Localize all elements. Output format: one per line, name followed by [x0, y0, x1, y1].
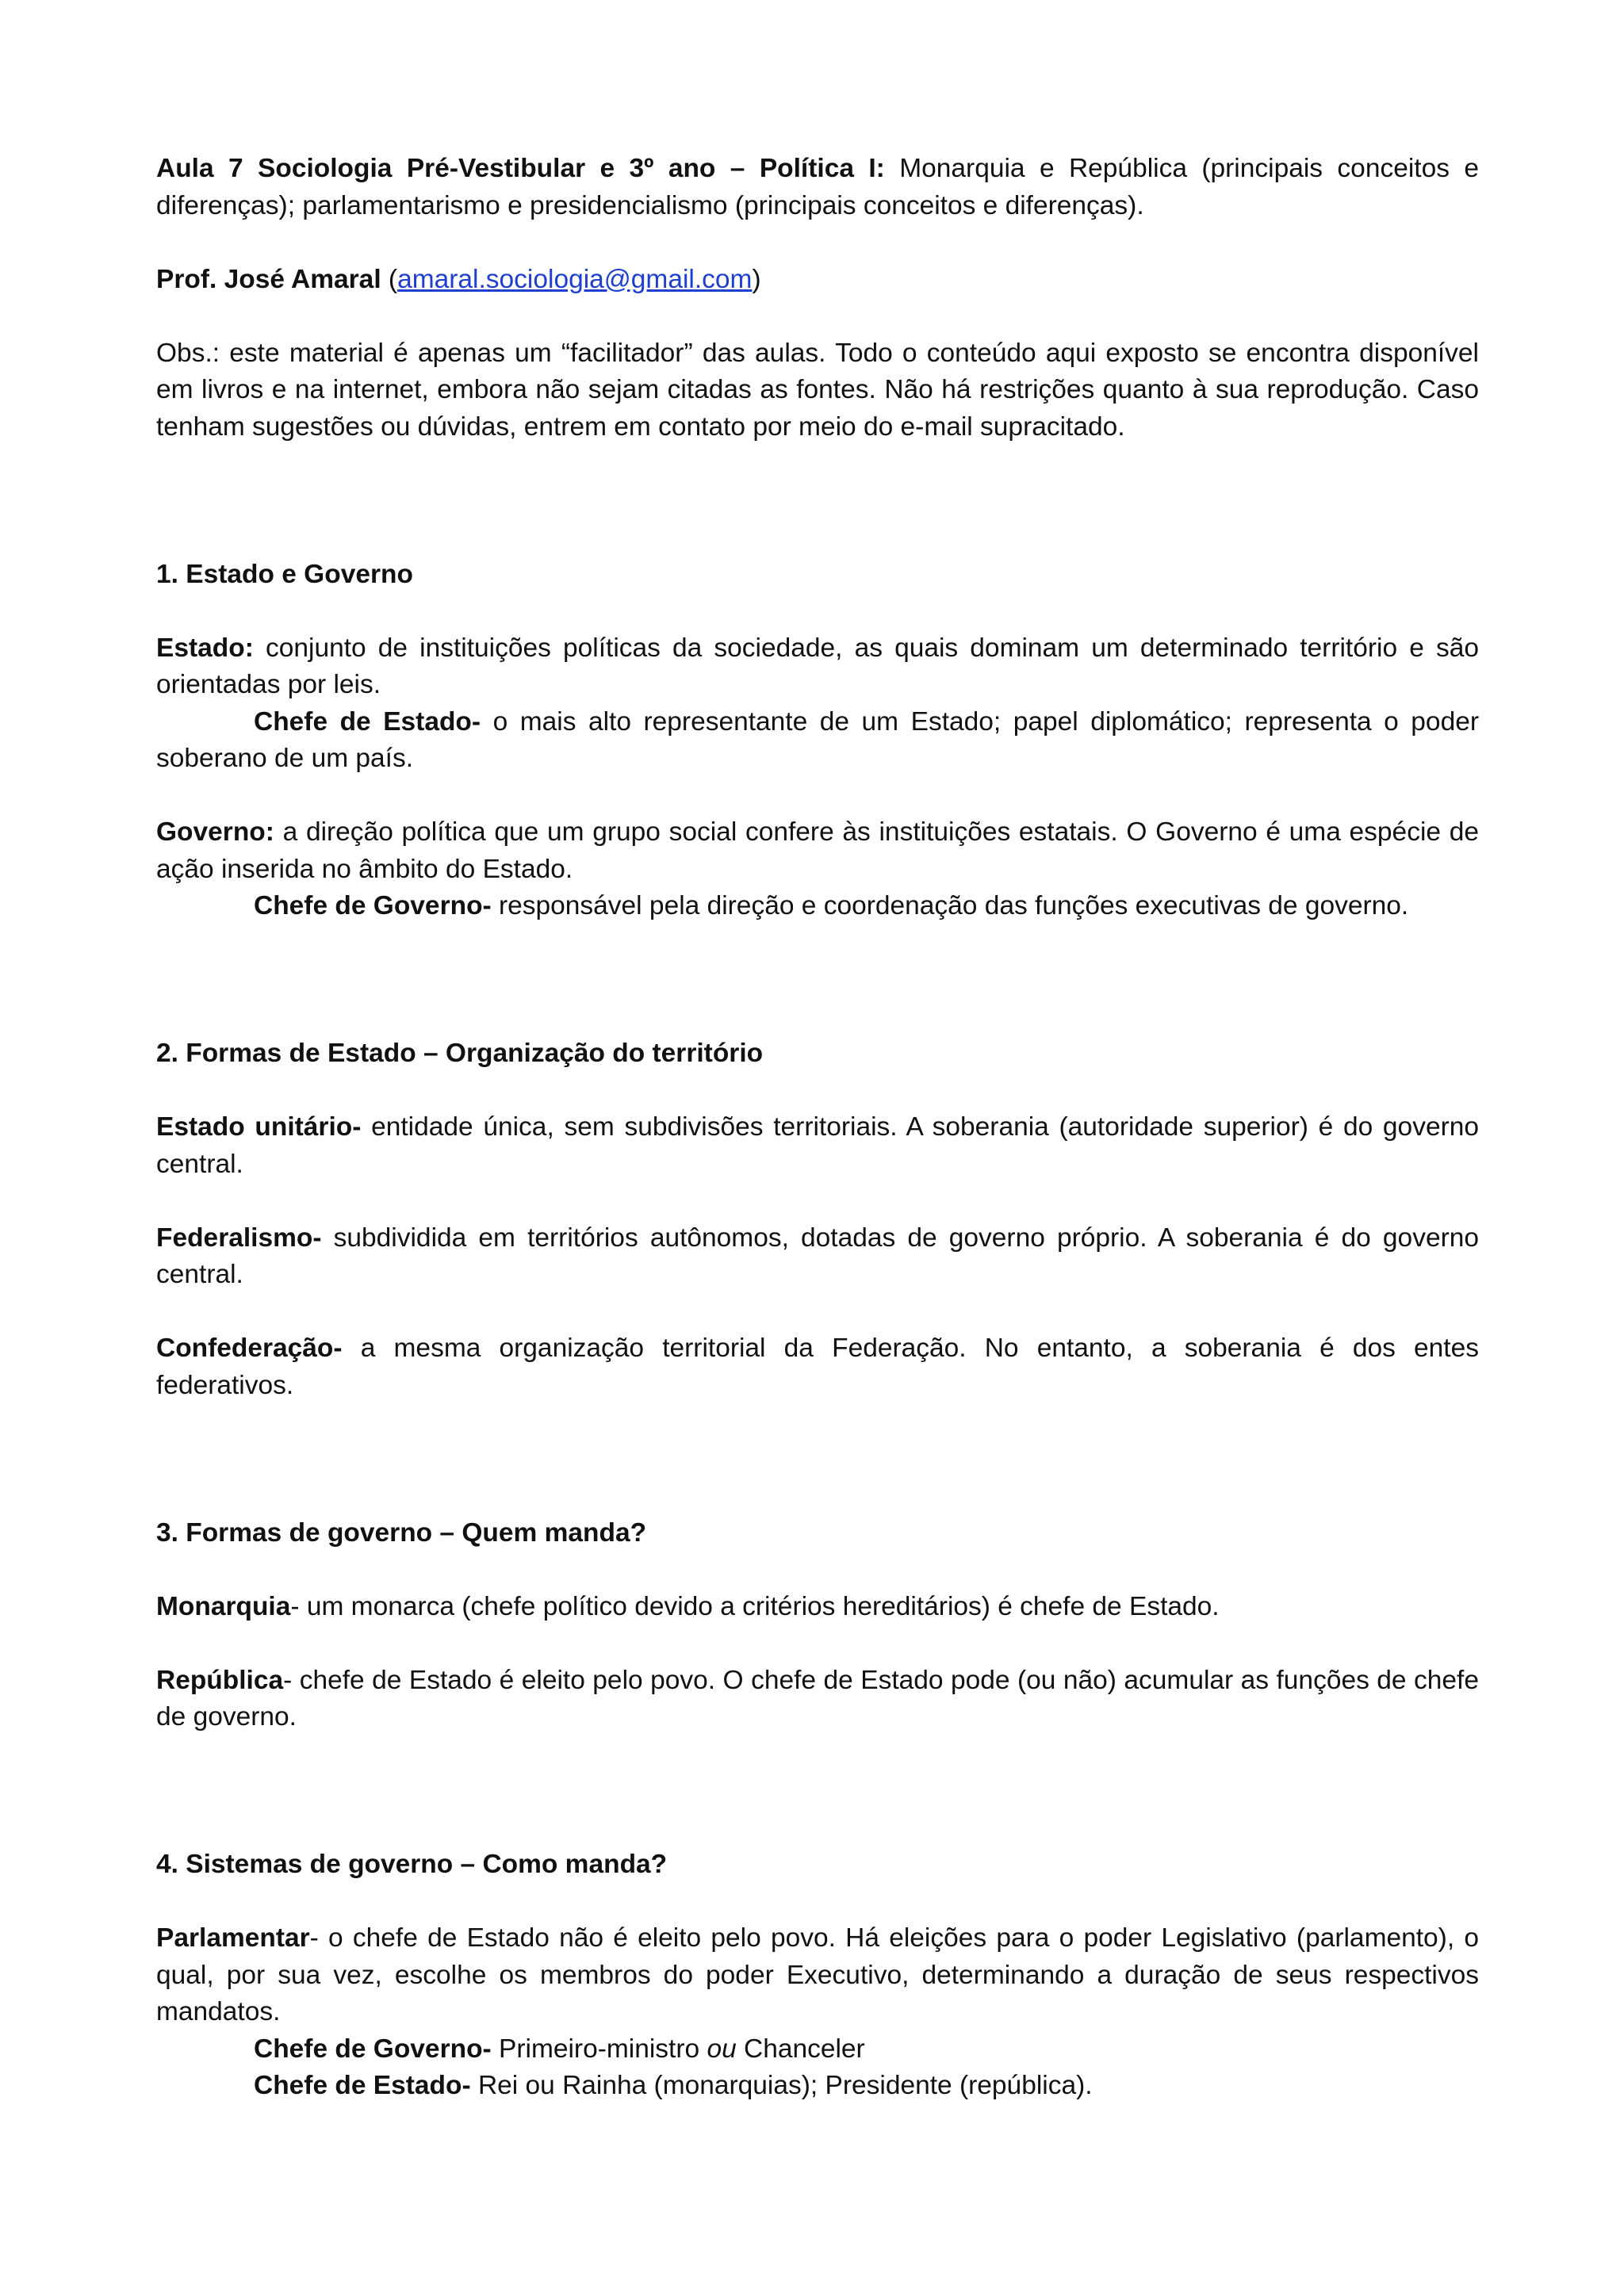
- governo-def: a direção política que um grupo social confere às instituições estatais. O Governo é uma espécie de ação inserida no âmbito do Estado.: [156, 817, 1479, 884]
- estado-unitario-definition: [156, 1109, 1479, 1183]
- section-2-heading: [156, 1035, 1479, 1073]
- parl-chefe-governo-def-ou: ou: [707, 2034, 737, 2064]
- section-1-heading: [156, 557, 1479, 594]
- chefe-estado-definition: [156, 704, 1479, 778]
- monarquia-term: Monarquia: [156, 1591, 291, 1621]
- parl-chefe-governo-def-a: Primeiro-ministro: [491, 2034, 707, 2064]
- parl-chefe-governo-def-b: Chanceler: [736, 2034, 865, 2064]
- confederacao-term: Confederação-: [156, 1334, 343, 1363]
- paren-open: (: [381, 264, 398, 294]
- paren-close: ): [752, 264, 761, 294]
- republica-def: - chefe de Estado é eleito pelo povo. O chefe de Estado pode (ou não) acumular as funções de chefe de governo.: [156, 1665, 1479, 1732]
- estado-def: conjunto de instituições políticas da sociedade, as quais dominam um determinado território e são orientadas por leis.: [156, 633, 1479, 699]
- confederacao-def: a mesma organização territorial da Federação. No entanto, a soberania é dos entes federativos.: [156, 1334, 1479, 1400]
- federalismo-definition: [156, 1220, 1479, 1294]
- monarquia-definition: [156, 1589, 1479, 1626]
- unitario-term: Estado unitário-: [156, 1112, 362, 1142]
- estado-term: Estado:: [156, 633, 254, 663]
- obs-paragraph: Obs.: este material é apenas um “facilitador” das aulas. Todo o conteúdo aqui exposto se encontra disponível em livros e na internet, embora não sejam citadas as fontes. Não há restrições quanto à sua reprodução. Caso tenham sugestões ou dúvidas, entrem em contato por meio do e-mail supracitado.: [156, 338, 1479, 442]
- governo-definition: [156, 814, 1479, 888]
- republica-definition: [156, 1663, 1479, 1736]
- governo-term: Governo:: [156, 817, 274, 847]
- parl-chefe-estado-def: Rei ou Rainha (monarquias); Presidente (república).: [470, 2071, 1093, 2100]
- republica-term: República: [156, 1665, 284, 1695]
- federalismo-term: Federalismo-: [156, 1223, 322, 1253]
- title-rest: Monarquia e República (principais conceitos e diferenças); parlamentarismo e presidencialismo (principais conceitos e diferenças).: [156, 154, 1479, 220]
- author-name: Prof. José Amaral: [156, 264, 381, 294]
- chefe-governo-term: Chefe de Governo-: [254, 891, 492, 920]
- section-4-heading: [156, 1846, 1479, 1884]
- parlamentar-definition: [156, 1920, 1479, 2031]
- section-2-heading-text: 2. Formas de Estado – Organização do território: [156, 1039, 764, 1068]
- parlamentar-chefe-estado: [156, 2068, 1479, 2105]
- parlamentar-chefe-governo: [156, 2031, 1479, 2068]
- parlamentar-term: Parlamentar: [156, 1923, 310, 1953]
- chefe-estado-term: Chefe de Estado-: [254, 706, 481, 737]
- chefe-estado-def: o mais alto representante de um Estado; papel diplomático; representa o poder soberano de um país.: [156, 706, 1479, 773]
- email-link[interactable]: amaral.sociologia@gmail.com: [397, 264, 753, 294]
- unitario-def: entidade única, sem subdivisões territoriais. A soberania (autoridade superior) é do governo central.: [156, 1112, 1479, 1179]
- title-bold: Aula 7 Sociologia Pré-Vestibular e 3º ano – Política I:: [156, 154, 885, 183]
- author-line: [156, 262, 1479, 299]
- federalismo-def: subdividida em territórios autônomos, dotadas de governo próprio. A soberania é do governo central.: [156, 1223, 1479, 1289]
- chefe-governo-def: responsável pela direção e coordenação das funções executivas de governo.: [491, 891, 1409, 920]
- monarquia-def: - um monarca (chefe político devido a critérios hereditários) é chefe de Estado.: [290, 1591, 1220, 1621]
- section-3-heading-text: 3. Formas de governo – Quem manda?: [156, 1517, 647, 1548]
- section-1-heading-text: 1. Estado e Governo: [156, 559, 413, 589]
- estado-definition: [156, 630, 1479, 704]
- confederacao-definition: [156, 1330, 1479, 1404]
- chefe-governo-definition: [156, 888, 1479, 925]
- section-4-heading-text: 4. Sistemas de governo – Como manda?: [156, 1850, 668, 1879]
- parl-chefe-governo-term: Chefe de Governo-: [254, 2034, 492, 2064]
- document-page: [156, 151, 1479, 2105]
- parlamentar-def: - o chefe de Estado não é eleito pelo povo. Há eleições para o poder Legislativo (parlamento), o qual, por sua vez, escolhe os membros do poder Executivo, determinando a duração de seus respectivos mandatos.: [156, 1923, 1479, 2026]
- document-title: [156, 151, 1479, 224]
- parl-chefe-estado-term: Chefe de Estado-: [254, 2071, 471, 2100]
- section-3-heading: [156, 1515, 1479, 1552]
